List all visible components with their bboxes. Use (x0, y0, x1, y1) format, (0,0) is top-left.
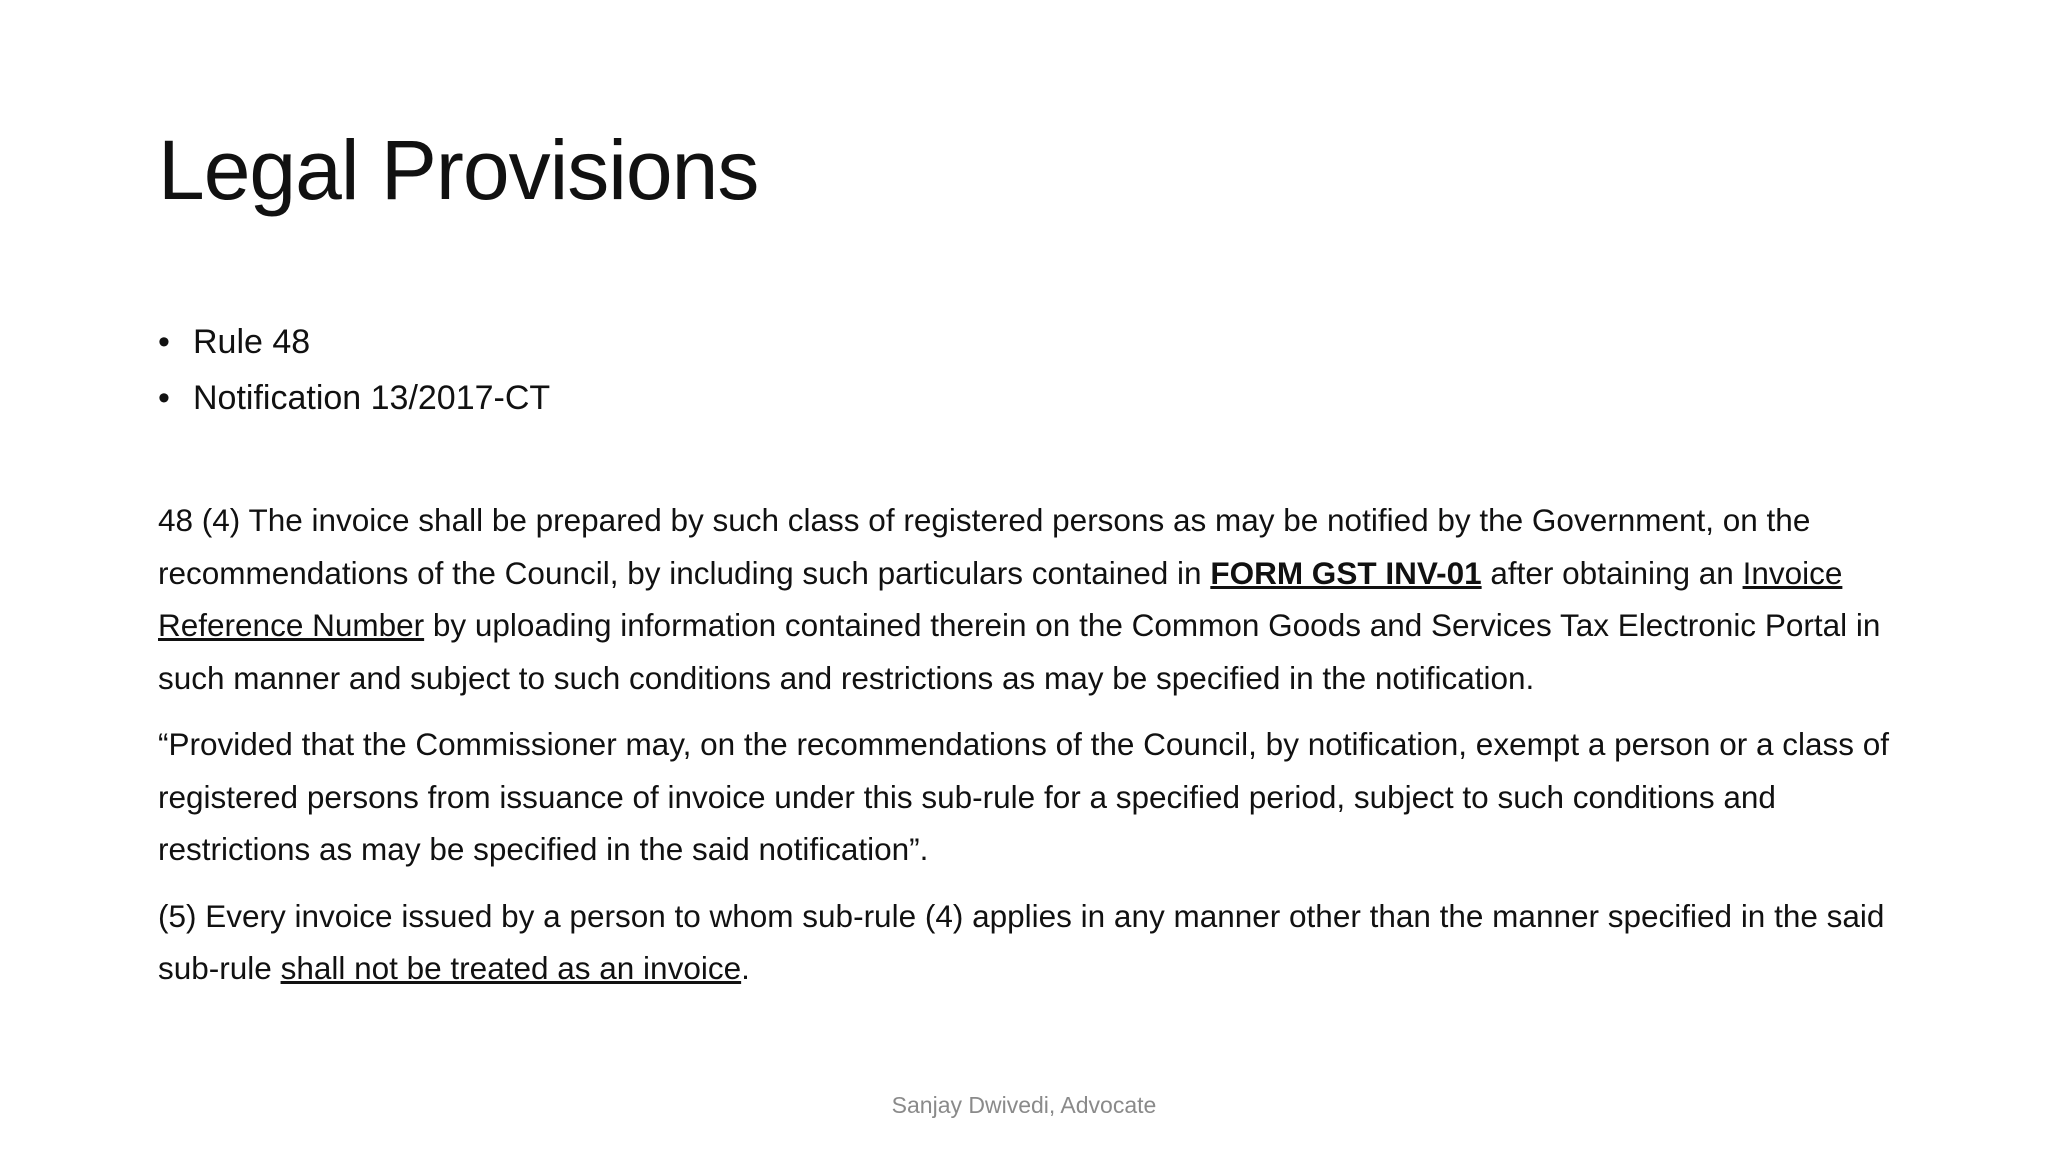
slide-footer: Sanjay Dwivedi, Advocate (891, 1092, 1157, 1118)
bullet-dot-icon: • (158, 323, 170, 361)
bullet-item (158, 370, 550, 426)
body-text (158, 494, 1918, 1009)
invoice-reference-number-link[interactable]: Invoice Reference Number (158, 554, 1843, 643)
bullet-item (158, 314, 550, 370)
bullet-dot-icon: • (158, 379, 170, 417)
underlined-phrase: shall not be treated as an invoice (280, 950, 742, 986)
paragraph-rule-48-5 (158, 890, 1918, 995)
paragraph-text: (5) Every invoice issued by a person to whom sub-rule (4) applies in any manner other than the manner specified in the said sub-rule (158, 897, 1885, 986)
bullet-text: Rule 48 (193, 323, 311, 361)
paragraph-rule-48-4 (158, 494, 1918, 704)
paragraph-text: . (741, 950, 750, 986)
paragraph-text: after obtaining an (1481, 554, 1743, 591)
paragraph-text: by uploading information contained therein on the Common Goods and Services Tax Electronic Portal in such manner and subject to such conditions and restrictions as may be specified in the notification. (158, 607, 1881, 696)
paragraph-proviso: “Provided that the Commissioner may, on the recommendations of the Council, by notification, exempt a person or a class of registered persons from issuance of invoice under this sub-rule for a specified period, subject to such conditions and restrictions as may be specified in the said notification”. (158, 726, 1890, 867)
paragraph-text: 48 (4) The invoice shall be prepared by such class of registered persons as may be notified by the Government, on the recommendations of the Council, by including such particulars contained in (158, 502, 1811, 591)
bullet-text: Notification 13/2017-CT (193, 379, 551, 417)
bullet-list (158, 314, 550, 426)
slide-title: Legal Provisions (158, 123, 759, 217)
form-gst-inv-01-link[interactable]: FORM GST INV-01 (1210, 554, 1482, 591)
